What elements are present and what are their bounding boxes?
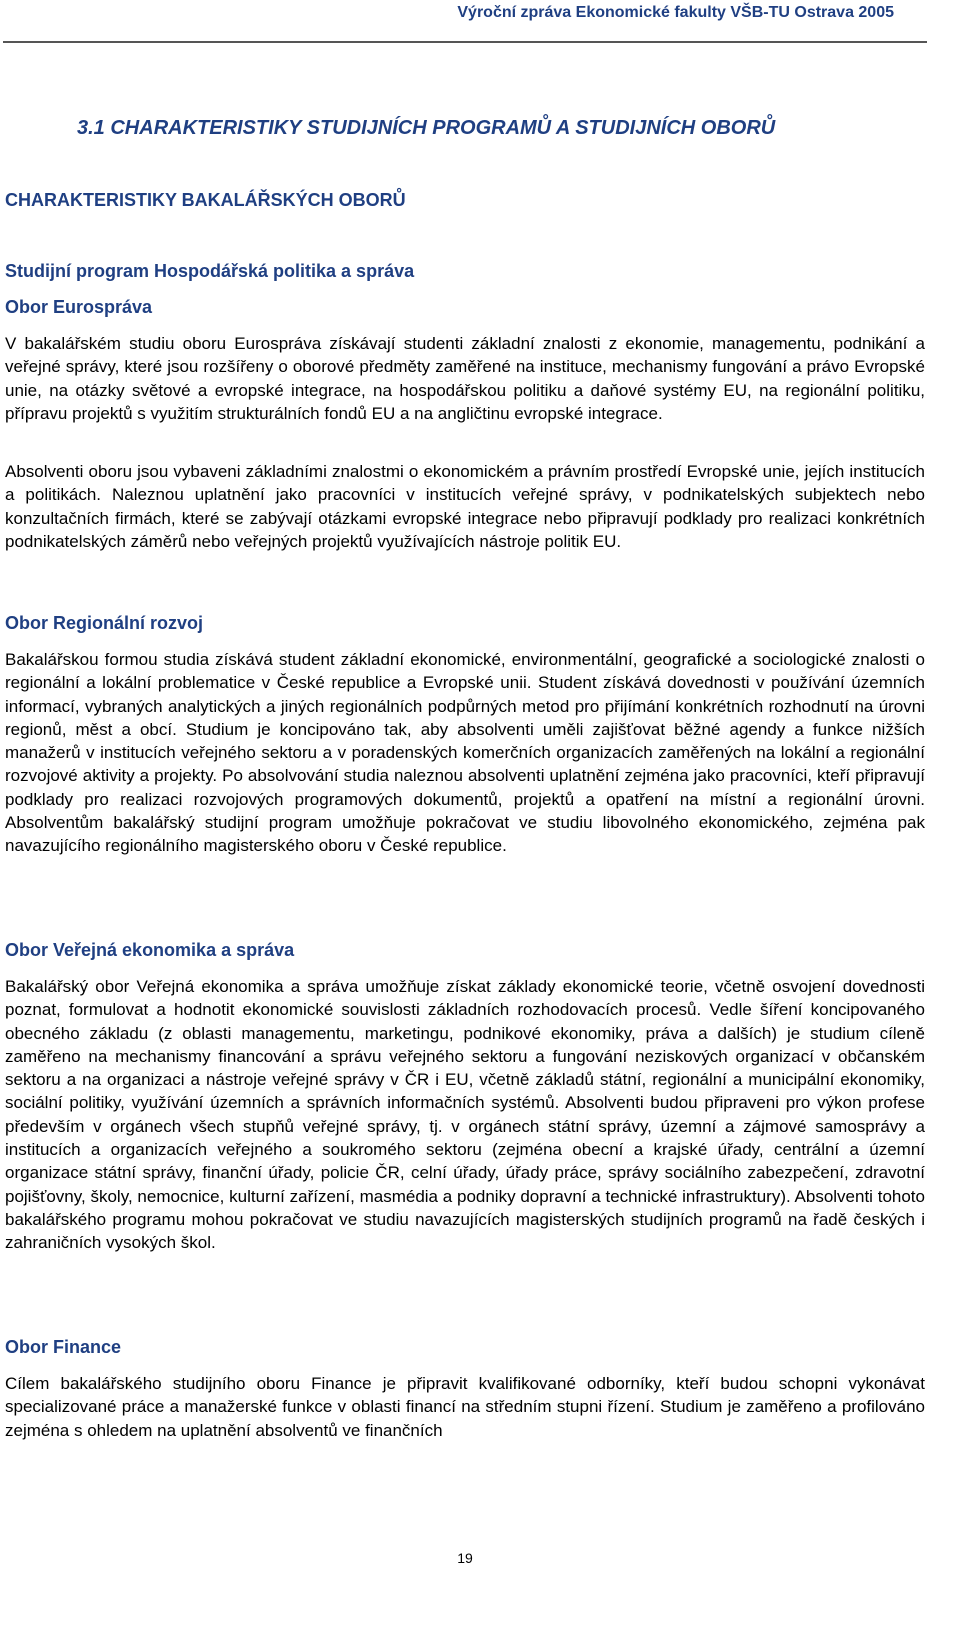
field-title-regionalni-rozvoj: Obor Regionální rozvoj xyxy=(5,613,204,633)
paragraph-eurosprava-graduates: Absolventi oboru jsou vybaveni základními znalostmi o ekonomickém a právním prostředí Evropské unie, jejích institucích a politikách. Naleznou uplatnění jako pracovníci v institucích veřejné správy, v podnikatelských subjektech nebo konzultačních firmách, které se zabývají otázkami evropské integrace nebo připravují podklady pro realizaci konkrétních podnikatelských záměrů nebo veřejných projektů využívajících nástroje politik EU. xyxy=(5,462,925,551)
paragraph-finance: Cílem bakalářského studijního oboru Finance je připravit kvalifikované odborníky, kteří budou schopni vykonávat specializované práce a manažerské funkce v oblasti financí na středním stupni řízení. Studium je zaměřeno a profilováno zejména s ohledem na uplatnění absolventů ve finančních xyxy=(5,1374,925,1440)
chapter-title: 3.1 CHARAKTERISTIKY STUDIJNÍCH PROGRAMŮ A STUDIJNÍCH OBORŮ xyxy=(77,117,776,139)
section-title: CHARAKTERISTIKY BAKALÁŘSKÝCH OBORŮ xyxy=(5,190,406,210)
paragraph-regionalni-rozvoj: Bakalářskou formou studia získává student základní ekonomické, environmentální, geografické a sociologické znalosti o regionální a lokální problematice v České republice a Evropské unii. Student získává dovednosti v používání územních informací, vybraných analytických a jiných regionálních podpůrných metod pro přijímání konkrétních rozhodnutí na úrovni regionů, měst a obcí. Studium je koncipováno tak, aby absolventi uměli zajišťovat běžné agendy a funkce nižších manažerů v institucích veřejného sektoru a v poradenských komerčních organizacích zaměřených na lokální a regionální rozvojové aktivity a projekty. Po absolvování studia naleznou absolventi uplatnění zejména jako pracovníci, kteří připravují podklady pro realizaci rozvojových programových dokumentů, projektů a opatření na místní a regionální úrovni. Absolventům bakalářský studijní program umožňuje pokračovat ve studiu libovolného ekonomického, zejména pak navazujícího regionálního magisterského oboru v České republice. xyxy=(5,650,925,856)
page-number: 19 xyxy=(457,1550,473,1566)
page-header xyxy=(0,0,960,46)
program-title: Studijní program Hospodářská politika a správa xyxy=(5,261,415,281)
header-rule xyxy=(3,41,927,43)
header-title: Výroční zpráva Ekonomické fakulty VŠB-TU Ostrava 2005 xyxy=(457,4,894,21)
paragraph-verejna-ekonomika: Bakalářský obor Veřejná ekonomika a správa umožňuje získat základy ekonomické teorie, včetně osvojení dovednosti poznat, formulovat a hodnotit ekonomické souvislosti základních rozhodovacích procesů. Vedle šíření koncipovaného obecného základu (z oblasti managementu, marketingu, podnikové ekonomiky, práva a dalších) je studium cíleně zaměřeno na mechanismy financování a správu veřejného sektoru a fungování neziskových organizací v občanském sektoru a na organizaci a nástroje veřejné správy v ČR i EU, včetně základů státní, regionální a municipální ekonomiky, sociální politiky, využívání územních a správních informačních systémů. Absolventi budou připraveni pro výkon profese především v orgánech všech stupňů veřejné správy, tj. v orgánech státní správy, územní a zájmové samosprávy a institucích a organizacích veřejného a soukromého sektoru (zejména obecní a krajské úřady, centrální a územní organizace státní správy, finanční úřady, policie ČR, celní úřady, úřady práce, správy sociálního zabezpečení, zdravotní pojišťovny, školy, nemocnice, kulturní zařízení, masmédia a podniky dopravní a technické infrastruktury). Absolventi tohoto bakalářského programu mohou pokračovat ve studiu navazujících magisterských studijních programů na řadě českých i zahraničních vysokých škol. xyxy=(5,977,925,1253)
field-title-verejna-ekonomika: Obor Veřejná ekonomika a správa xyxy=(5,940,295,960)
field-title-eurosprava: Obor Eurospráva xyxy=(5,297,153,317)
field-title-finance: Obor Finance xyxy=(5,1337,122,1357)
paragraph-eurosprava-intro: V bakalářském studiu oboru Eurospráva získávají studenti základní znalosti z ekonomie, managementu, podnikání a veřejné správy, které jsou rozšířeny o oborové předměty zaměřené na instituce, mechanismy fungování a právo Evropské unie, na otázky světové a evropské integrace, na hospodářskou politiku a daňové systémy EU, na regionální politiku, přípravu projektů s využitím strukturálních fondů EU a na angličtinu evropské integrace. xyxy=(5,334,925,423)
